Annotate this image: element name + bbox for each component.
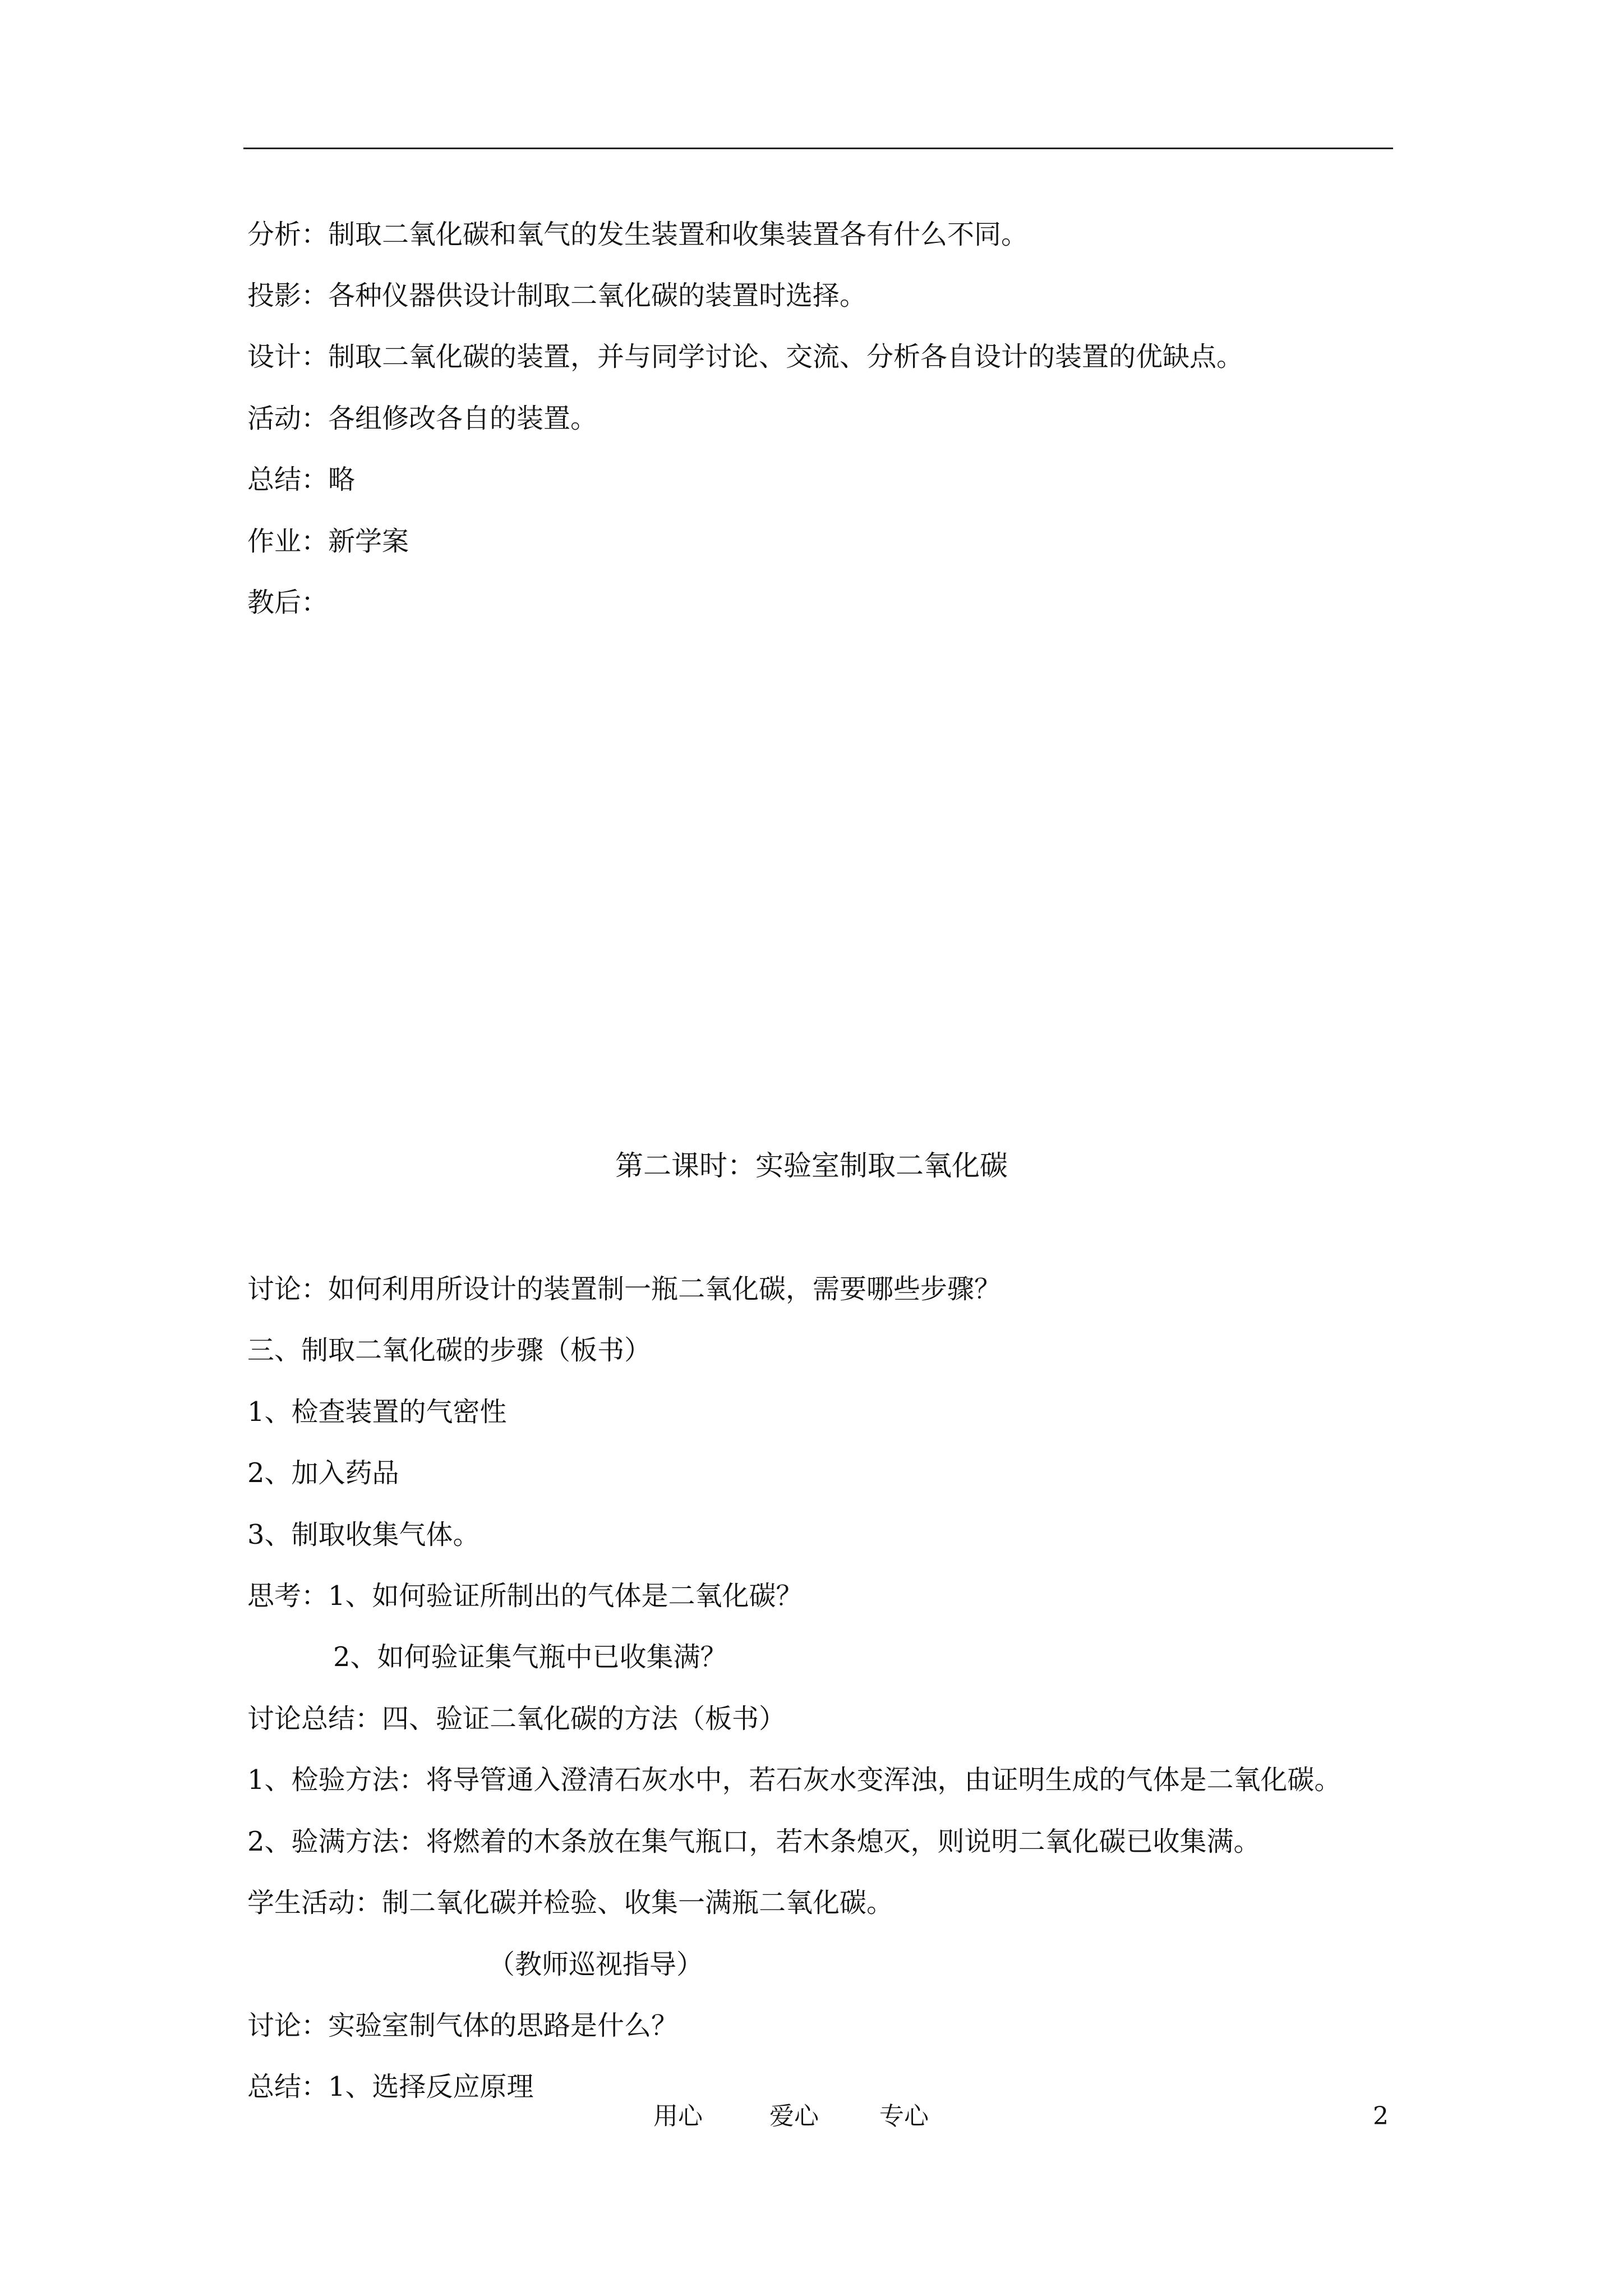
verify-method-1: 1、检验方法：将导管通入澄清石灰水中，若石灰水变浑浊，由证明生成的气体是二氧化碳。 [247,1764,1341,1796]
footer-motto-3: 专心 [879,2102,929,2131]
paragraph-design: 设计：制取二氧化碳的装置，并与同学讨论、交流、分析各自设计的装置的优缺点。 [247,341,1244,372]
paragraph-summary: 总结：略 [247,464,356,495]
paragraph-summary-2: 总结：1、选择反应原理 [247,2071,534,2102]
student-activity: 学生活动：制二氧化碳并检验、收集一满瓶二氧化碳。 [247,1887,894,1918]
paragraph-activity: 活动：各组修改各自的装置。 [247,403,598,434]
paragraph-analysis: 分析：制取二氧化碳和氧气的发生装置和收集装置各有什么不同。 [247,219,1029,250]
heading-steps: 三、制取二氧化碳的步骤（板书） [247,1335,652,1366]
verify-method-2: 2、验满方法：将燃着的木条放在集气瓶口，若木条熄灭，则说明二氧化碳已收集满。 [247,1826,1261,1857]
step-3: 3、制取收集气体。 [247,1519,480,1550]
question-2: 2、如何验证集气瓶中已收集满？ [333,1641,727,1673]
teacher-note: （教师巡视指导） [488,1949,704,1980]
paragraph-homework: 作业：新学案 [247,526,409,557]
paragraph-discussion-2: 讨论：实验室制气体的思路是什么？ [247,2010,679,2041]
step-2: 2、加入药品 [247,1457,399,1489]
footer-motto-2: 爱心 [769,2102,819,2131]
page-number: 2 [1373,2102,1389,2131]
lesson-title: 第二课时：实验室制取二氧化碳 [615,1149,1008,1182]
footer-motto-1: 用心 [653,2102,703,2131]
heading-verify: 讨论总结：四、验证二氧化碳的方法（板书） [247,1703,786,1734]
paragraph-projection: 投影：各种仪器供设计制取二氧化碳的装置时选择。 [247,280,867,311]
paragraph-discussion: 讨论：如何利用所设计的装置制一瓶二氧化碳，需要哪些步骤？ [247,1273,1002,1305]
header-rule [243,148,1393,149]
paragraph-after-class: 教后： [247,587,329,618]
question-1: 思考：1、如何验证所制出的气体是二氧化碳？ [247,1580,803,1612]
step-1: 1、检查装置的气密性 [247,1396,507,1428]
